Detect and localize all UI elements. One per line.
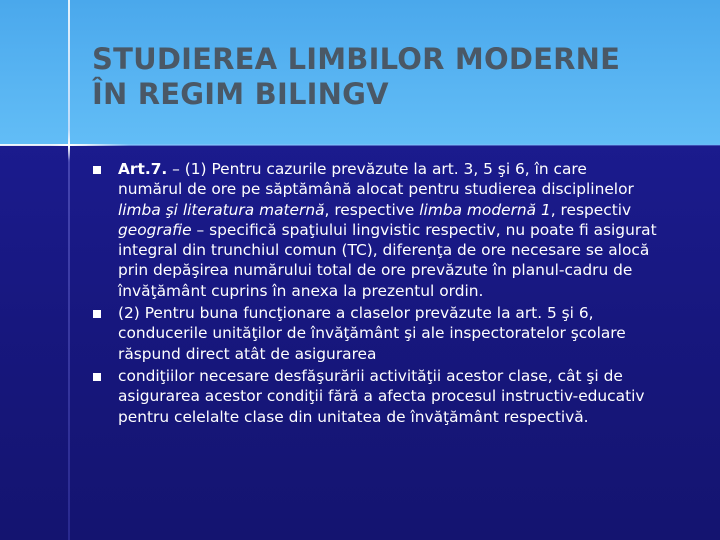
square-bullet-icon <box>93 310 101 318</box>
article-label: Art.7. <box>118 160 168 178</box>
slide-title-line-2: ÎN REGIM BILINGV <box>92 77 389 111</box>
text-line: conducerile unităţilor de învăţământ şi ale inspectoratelor şcolare <box>118 324 626 343</box>
bullet-item-1 <box>92 159 682 301</box>
text-run: , respective <box>324 200 420 219</box>
sparkle-icon <box>50 130 88 160</box>
text-run: – (1) Pentru cazurile prevăzute la art. 3, 5 şi 6, în care <box>167 160 587 178</box>
slide-body <box>92 159 682 427</box>
square-bullet-icon <box>93 166 101 174</box>
text-line: asigurarea acestor condiţii fără a afecta procesul instructiv-educativ <box>118 387 645 406</box>
text-line: pentru celelalte clase din unitatea de învăţământ respectivă. <box>118 407 589 426</box>
horizontal-divider-line <box>0 144 720 146</box>
text-run: , respectiv <box>550 200 632 219</box>
text-line: numărul de ore pe săptămână alocat pentru studierea disciplinelor <box>118 180 634 199</box>
bullet-item-2 <box>92 303 682 364</box>
square-bullet-icon <box>93 373 101 381</box>
vertical-divider-line <box>68 0 70 540</box>
text-line: integral din trunchiul comun (TC), diferenţa de ore necesare se alocă <box>118 241 650 260</box>
text-run: – specifică spaţiului lingvistic respectiv, nu poate fi asigurat <box>191 220 657 239</box>
text-line: condiţiilor necesare desfăşurării activităţii acestor clase, cât şi de <box>118 366 623 385</box>
bullet-item-3 <box>92 366 682 427</box>
text-line: prin depăşirea numărului total de ore prevăzute în planul-cadru de <box>118 261 633 280</box>
text-line: (2) Pentru buna funcţionare a claselor prevăzute la art. 5 şi 6, <box>118 304 594 323</box>
slide-title <box>92 42 692 112</box>
text-line: învăţământ cuprins în anexa la prezentul ordin. <box>118 281 484 300</box>
italic-subject: limba şi literatura maternă <box>118 200 325 219</box>
italic-subject: limba modernă 1 <box>419 200 551 219</box>
italic-subject: geografie <box>118 220 192 239</box>
slide-title-line-1: STUDIEREA LIMBILOR MODERNE <box>92 42 621 76</box>
text-line: răspund direct atât de asigurarea <box>118 344 377 363</box>
